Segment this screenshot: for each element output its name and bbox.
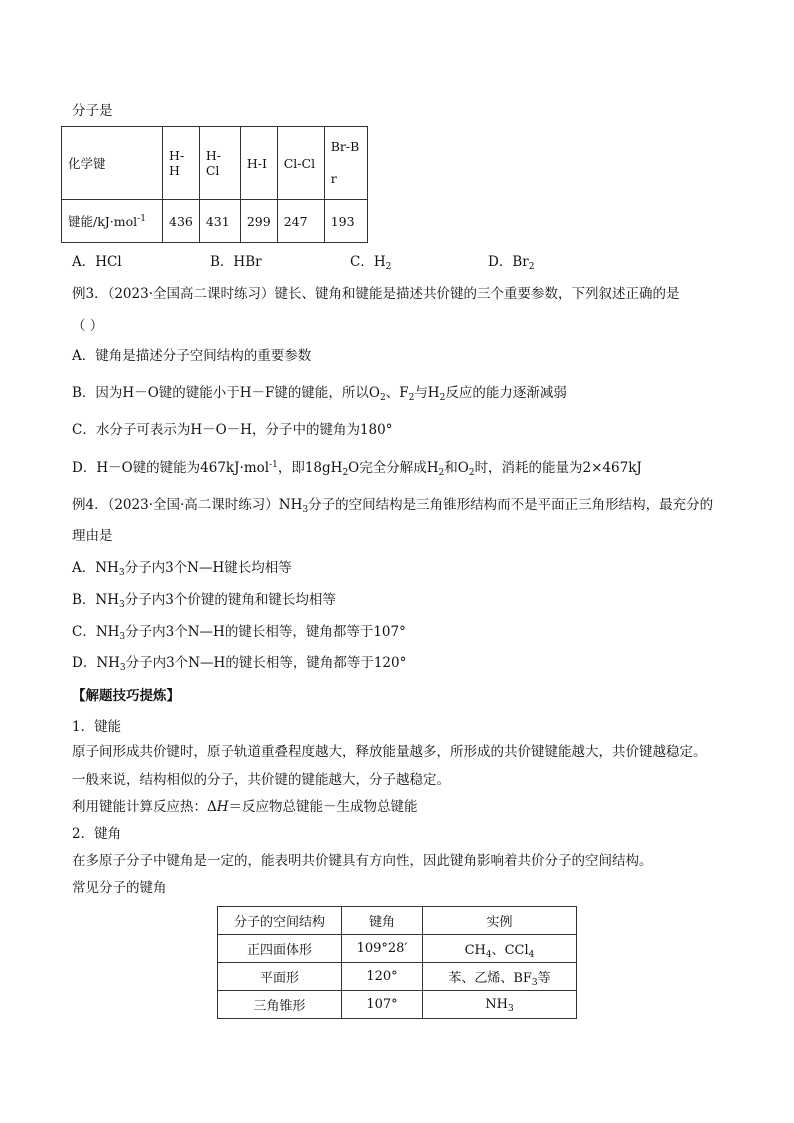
subscript: 2 (342, 468, 349, 478)
subscript: 3 (119, 600, 125, 610)
subscript: 2 (528, 262, 535, 272)
option-b: B．HBr (210, 254, 262, 270)
cell-text: 等 (537, 971, 551, 986)
subscript: 2 (379, 393, 386, 403)
tips-heading: 【解题技巧提炼】 (72, 688, 180, 704)
stem-text: 例4．（2023·全国·高二课时练习）NH (72, 497, 303, 513)
option-text: 与H (414, 385, 440, 401)
option-text: 、F (385, 385, 409, 401)
example4-option-d (72, 653, 406, 673)
table-header-cell: 化学键 (62, 127, 163, 200)
subscript: 3 (119, 663, 126, 673)
energy-label: 键能/kJ·mol (68, 214, 138, 229)
example3-option-c: C．水分子可表示为H－O－H，分子中的键角为180° (72, 422, 393, 438)
example3-paren: （ ） (72, 318, 104, 334)
table-header-cell: 分子的空间结构 (218, 907, 342, 935)
section1-paragraph-3 (72, 797, 418, 817)
table-cell: 247 (277, 200, 324, 243)
table-row (218, 935, 577, 963)
table-cell: 193 (324, 200, 367, 243)
subscript: 2 (438, 468, 445, 478)
table-cell: 平面形 (218, 963, 342, 991)
subscript: 2 (439, 393, 446, 403)
example4-stem (72, 495, 713, 515)
option-text: D．NH (72, 655, 120, 671)
table-cell (423, 991, 577, 1019)
paragraph-text: 利用键能计算反应热：Δ (72, 799, 217, 815)
example3-option-a: A．键角是描述分子空间结构的重要参数 (72, 348, 312, 364)
option-text: 反应的能力逐渐减弱 (445, 385, 567, 401)
example2-options (72, 252, 534, 272)
option-text: 分子内3个N—H的键长相等，键角都等于120° (125, 655, 407, 671)
table-cell (423, 935, 577, 963)
table-cell: H-I (240, 127, 277, 200)
section2-title: 2．键角 (72, 826, 122, 842)
option-text: ，即18gH (277, 460, 343, 476)
option-text: 分子内3个N—H键长均相等 (124, 560, 292, 576)
table-cell: 正四面体形 (218, 935, 342, 963)
table-cell: 436 (163, 200, 200, 243)
intro-text: 分子是 (72, 103, 113, 119)
subscript: 3 (119, 632, 126, 642)
example3-option-b (72, 383, 567, 403)
subscript: 2 (408, 393, 415, 403)
option-d (488, 252, 534, 272)
stem-text: 分子的空间结构是三角锥形结构而不是平面正三角形结构，最充分的 (308, 497, 714, 513)
bond-energy-table (61, 126, 368, 243)
cell-text: 、CCl (491, 943, 529, 958)
example3-option-d (72, 458, 642, 478)
option-text: B．因为H－O键的键能小于H－F键的键能，所以O (72, 385, 380, 401)
option-text: 分子内3个价键的键角和键长均相等 (124, 592, 336, 608)
section2-paragraph-1: 在多原子分子中键角是一定的，能表明共价键具有方向性，因此键角影响着共价分子的空间结构。 (72, 853, 653, 869)
subscript: 3 (531, 978, 538, 988)
example4-stem-cont: 理由是 (72, 528, 113, 544)
table-cell: Cl-Cl (277, 127, 324, 200)
table-cell: 109°28′ (342, 935, 423, 963)
table-header-cell (62, 200, 163, 243)
enthalpy-symbol: H (216, 799, 229, 815)
table-row (218, 991, 577, 1019)
table-row (62, 200, 368, 243)
table-row (62, 127, 368, 200)
option-text: D．H－O键的键能为467kJ·mol (72, 460, 270, 476)
subscript: 3 (118, 568, 125, 578)
option-c (350, 252, 488, 272)
option-text: D．Br (488, 254, 529, 270)
table-cell: H-H (163, 127, 200, 200)
subscript: 4 (485, 950, 492, 960)
table-cell: H-Cl (199, 127, 240, 200)
table-cell: 107° (342, 991, 423, 1019)
cell-text: NH (485, 997, 508, 1012)
example3-stem: 例3．（2023·全国高二课时练习）键长、键角和键能是描述共价键的三个重要参数，下列叙述正确的是 (72, 286, 680, 302)
section2-paragraph-2: 常见分子的键角 (72, 880, 167, 896)
option-text: 分子内3个N—H的键长相等，键角都等于107° (125, 624, 406, 640)
superscript: -1 (137, 214, 146, 224)
option-text: C．NH (72, 624, 120, 640)
option-text: O完全分解成H (348, 460, 439, 476)
option-text: A．NH (72, 560, 119, 576)
table-cell: 299 (240, 200, 277, 243)
cell-text: CH (464, 943, 486, 958)
paragraph-text: ＝反应物总键能－生成物总键能 (228, 799, 418, 815)
superscript: -1 (269, 460, 278, 470)
option-text: 时，消耗的能量为2×467kJ (474, 460, 642, 476)
table-cell: 431 (199, 200, 240, 243)
table-cell: 120° (342, 963, 423, 991)
section1-paragraph-2: 一般来说，结构相似的分子，共价键的键能越大，分子越稳定。 (72, 772, 450, 788)
example4-option-c (72, 622, 406, 642)
table-header-cell: 实例 (423, 907, 577, 935)
table-row (218, 907, 577, 935)
table-cell: Br-B r (324, 127, 367, 200)
example4-option-b (72, 590, 336, 610)
section1-paragraph-1: 原子间形成共价键时，原子轨道重叠程度越大，释放能量越多，所形成的共价键键能越大，共价键越稳定。 (72, 744, 707, 760)
table-row (218, 963, 577, 991)
bond-angle-table (217, 906, 577, 1019)
table-cell (423, 963, 577, 991)
subscript: 2 (385, 262, 392, 272)
section1-title: 1．键能 (72, 719, 122, 735)
option-text: B．NH (72, 592, 120, 608)
option-text: C．H (350, 254, 386, 270)
option-a: A．HCl (72, 254, 122, 270)
table-cell: 三角锥形 (218, 991, 342, 1019)
example4-option-a (72, 558, 292, 578)
subscript: 3 (302, 505, 309, 515)
subscript: 4 (528, 950, 535, 960)
table-header-cell: 键角 (342, 907, 423, 935)
subscript: 3 (507, 1004, 514, 1014)
cell-text: 苯、乙烯、BF (448, 971, 532, 986)
subscript: 2 (468, 468, 475, 478)
option-text: 和O (444, 460, 469, 476)
